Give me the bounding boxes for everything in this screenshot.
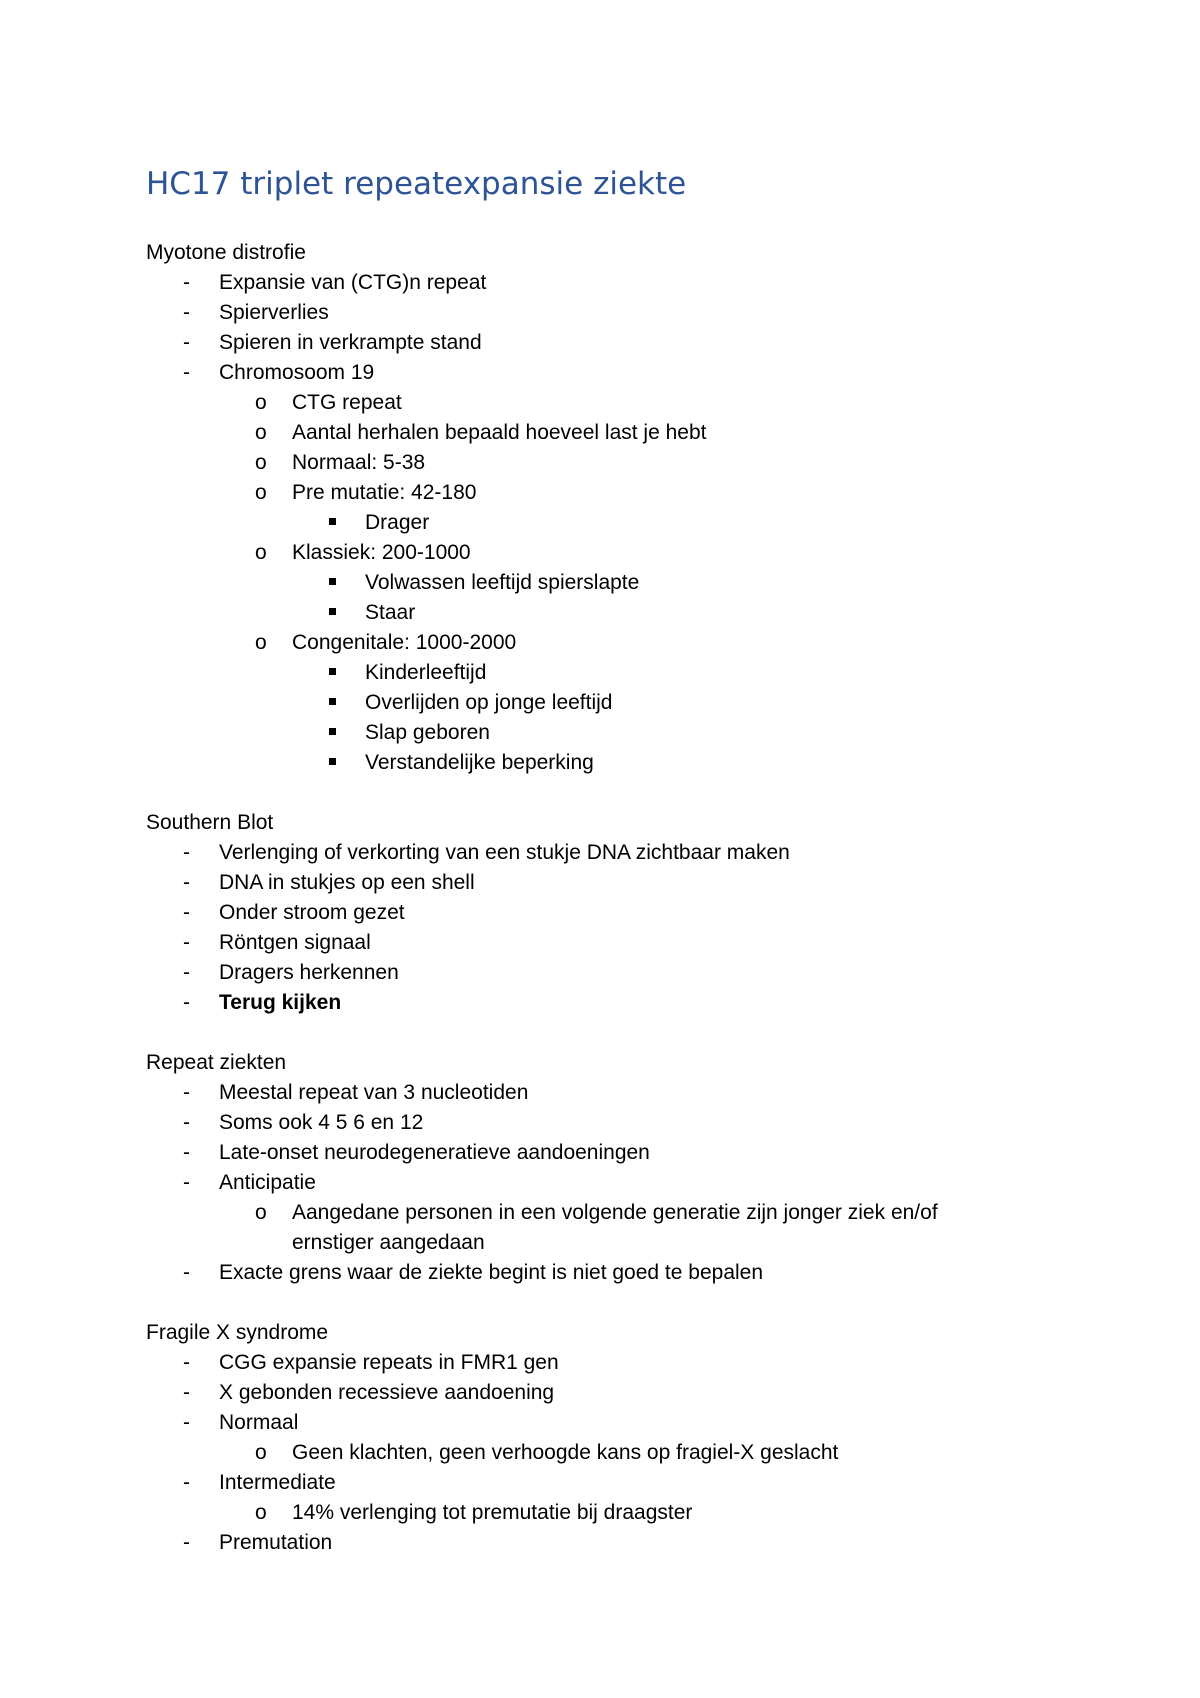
list-item bbox=[146, 388, 1146, 418]
list-item-text: Aangedane personen in een volgende generatie zijn jonger ziek en/of ernstiger aangedaan bbox=[292, 1201, 938, 1254]
list-item bbox=[146, 928, 1146, 958]
list-item-text: Overlijden op jonge leeftijd bbox=[365, 691, 613, 714]
section-fragile-x-syndrome bbox=[146, 1318, 1146, 1558]
dash-bullet: - bbox=[183, 301, 190, 324]
list-item bbox=[146, 328, 1146, 358]
dash-bullet: - bbox=[183, 961, 190, 984]
list-item bbox=[146, 478, 1146, 508]
list-item-text: Kinderleeftijd bbox=[365, 661, 487, 684]
section-southern-blot bbox=[146, 808, 1146, 1018]
dash-bullet: - bbox=[183, 1261, 190, 1284]
dash-bullet: - bbox=[183, 901, 190, 924]
circle-bullet: o bbox=[255, 421, 267, 444]
list-item-text: CTG repeat bbox=[292, 391, 402, 414]
list-item bbox=[146, 628, 1146, 658]
list-item bbox=[146, 358, 1146, 388]
list-item bbox=[146, 988, 1146, 1018]
list-item-text: Late-onset neurodegeneratieve aandoeningen bbox=[219, 1141, 650, 1164]
list-item-text: Chromosoom 19 bbox=[219, 361, 375, 384]
dash-bullet: - bbox=[183, 1531, 190, 1554]
list-item bbox=[146, 958, 1146, 988]
dash-bullet: - bbox=[183, 361, 190, 384]
square-bullet-icon bbox=[329, 598, 336, 628]
list-item bbox=[146, 1468, 1146, 1498]
list-item bbox=[146, 1498, 1146, 1528]
list-item-text: Onder stroom gezet bbox=[219, 901, 405, 924]
section-heading: Myotone distrofie bbox=[146, 241, 306, 264]
circle-bullet: o bbox=[255, 481, 267, 504]
list-item-text: Exacte grens waar de ziekte begint is niet goed te bepalen bbox=[219, 1261, 764, 1284]
list-item-text: Pre mutatie: 42-180 bbox=[292, 481, 477, 504]
dash-bullet: - bbox=[183, 1141, 190, 1164]
list-item bbox=[146, 1378, 1146, 1408]
list-item-text: 14% verlenging tot premutatie bij draagster bbox=[292, 1501, 693, 1524]
dash-bullet: - bbox=[183, 841, 190, 864]
circle-bullet: o bbox=[255, 1501, 267, 1524]
list-item bbox=[146, 838, 1146, 868]
list-item-text: Verlenging of verkorting van een stukje DNA zichtbaar maken bbox=[219, 841, 790, 864]
list-item bbox=[146, 1528, 1146, 1558]
list-item bbox=[146, 418, 1146, 448]
list-item-text: Verstandelijke beperking bbox=[365, 751, 594, 774]
list-item bbox=[146, 898, 1146, 928]
list-item-text: Volwassen leeftijd spierslapte bbox=[365, 571, 640, 594]
list-item bbox=[146, 508, 1146, 538]
list-item-text: DNA in stukjes op een shell bbox=[219, 871, 475, 894]
dash-bullet: - bbox=[183, 1351, 190, 1374]
circle-bullet: o bbox=[255, 631, 267, 654]
dash-bullet: - bbox=[183, 1471, 190, 1494]
list-item bbox=[146, 268, 1146, 298]
list-item bbox=[146, 538, 1146, 568]
dash-bullet: - bbox=[183, 1111, 190, 1134]
page-title: HC17 triplet repeatexpansie ziekte bbox=[146, 166, 687, 202]
list-item bbox=[146, 448, 1146, 478]
list-item bbox=[146, 1408, 1146, 1438]
list-item-text: Spierverlies bbox=[219, 301, 329, 324]
list-item-text-bold: Terug kijken bbox=[219, 991, 342, 1014]
square-bullet-icon bbox=[329, 658, 336, 688]
dash-bullet: - bbox=[183, 331, 190, 354]
dash-bullet: - bbox=[183, 931, 190, 954]
list-item-text: Geen klachten, geen verhoogde kans op fragiel-X geslacht bbox=[292, 1441, 839, 1464]
document-body bbox=[146, 238, 1146, 1588]
section-myotone-distrofie bbox=[146, 238, 1146, 778]
list-item-text: Slap geboren bbox=[365, 721, 490, 744]
square-bullet-icon bbox=[329, 748, 336, 778]
list-item bbox=[146, 1198, 1146, 1258]
list-item-text: Anticipatie bbox=[219, 1171, 316, 1194]
section-repeat-ziekten bbox=[146, 1048, 1146, 1288]
dash-bullet: - bbox=[183, 1081, 190, 1104]
list-item bbox=[146, 568, 1146, 598]
section-heading: Fragile X syndrome bbox=[146, 1321, 329, 1344]
list-item-text: Intermediate bbox=[219, 1471, 336, 1494]
list-item-text: Klassiek: 200-1000 bbox=[292, 541, 471, 564]
list-item bbox=[146, 598, 1146, 628]
list-item bbox=[146, 1258, 1146, 1288]
list-item bbox=[146, 1078, 1146, 1108]
list-item-text: Dragers herkennen bbox=[219, 961, 399, 984]
list-item bbox=[146, 1108, 1146, 1138]
list-item bbox=[146, 298, 1146, 328]
list-item-text: CGG expansie repeats in FMR1 gen bbox=[219, 1351, 559, 1374]
circle-bullet: o bbox=[255, 1201, 267, 1224]
square-bullet-icon bbox=[329, 688, 336, 718]
list-item bbox=[146, 748, 1146, 778]
section-heading: Repeat ziekten bbox=[146, 1051, 287, 1074]
list-item bbox=[146, 1138, 1146, 1168]
circle-bullet: o bbox=[255, 451, 267, 474]
square-bullet-icon bbox=[329, 568, 336, 598]
list-item-text: Aantal herhalen bepaald hoeveel last je hebt bbox=[292, 421, 707, 444]
list-item-text: Normaal: 5-38 bbox=[292, 451, 426, 474]
list-item-text: Premutation bbox=[219, 1531, 333, 1554]
list-item-text: Meestal repeat van 3 nucleotiden bbox=[219, 1081, 529, 1104]
list-item bbox=[146, 868, 1146, 898]
square-bullet-icon bbox=[329, 508, 336, 538]
list-item bbox=[146, 1168, 1146, 1198]
list-item-text: X gebonden recessieve aandoening bbox=[219, 1381, 555, 1404]
dash-bullet: - bbox=[183, 1411, 190, 1434]
list-item-text: Soms ook 4 5 6 en 12 bbox=[219, 1111, 424, 1134]
circle-bullet: o bbox=[255, 391, 267, 414]
list-item bbox=[146, 718, 1146, 748]
dash-bullet: - bbox=[183, 871, 190, 894]
list-item bbox=[146, 1438, 1146, 1468]
circle-bullet: o bbox=[255, 1441, 267, 1464]
list-item bbox=[146, 688, 1146, 718]
dash-bullet: - bbox=[183, 271, 190, 294]
dash-bullet: - bbox=[183, 1381, 190, 1404]
list-item-text: Staar bbox=[365, 601, 416, 624]
dash-bullet: - bbox=[183, 1171, 190, 1194]
circle-bullet: o bbox=[255, 541, 267, 564]
list-item bbox=[146, 658, 1146, 688]
list-item bbox=[146, 1348, 1146, 1378]
list-item-text: Congenitale: 1000-2000 bbox=[292, 631, 517, 654]
list-item-text: Spieren in verkrampte stand bbox=[219, 331, 482, 354]
dash-bullet: - bbox=[183, 991, 190, 1014]
list-item-text: Normaal bbox=[219, 1411, 299, 1434]
section-heading: Southern Blot bbox=[146, 811, 274, 834]
list-item-text: Röntgen signaal bbox=[219, 931, 371, 954]
list-item-text: Expansie van (CTG)n repeat bbox=[219, 271, 487, 294]
list-item-text: Drager bbox=[365, 511, 430, 534]
square-bullet-icon bbox=[329, 718, 336, 748]
